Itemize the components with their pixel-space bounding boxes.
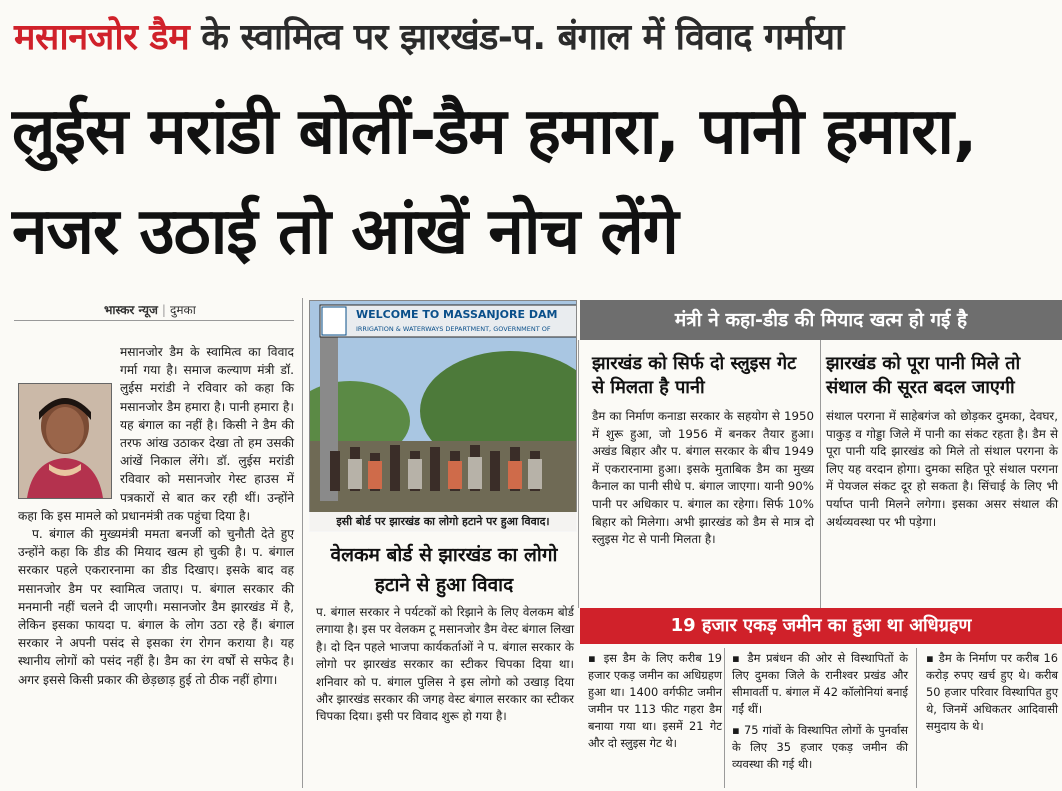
middle-story-body: प. बंगाल सरकार ने पर्यटकों को रिझाने के लिए वेलकम बोर्ड लगाया है। इस पर वेलकम टू मसानजोर डैम वेस्ट बंगाल लिखा है। दो दिन पहले भाजपा कार्यकर्ताओं ने प. बंगाल सरकार के लोगो पर झारखंड सरकार का स्टीकर चिपका दिया था। शनिवार को प. बंगाल पुलिस ने इस लोगो को उखाड़ दिया और झारखंड सरकार की जगह वेस्ट बंगाल सरकार का स्टीकर चिपका दिया। इसी पर विवाद शुरू हो गया है। <box>316 605 574 724</box>
kicker-rest: के स्वामित्व पर झारखंड-प. बंगाल में विवाद गर्माया <box>189 17 844 58</box>
sluice-gate-heading: झारखंड को सिर्फ दो स्लुइस गेट से मिलता है पानी <box>592 353 797 398</box>
column-divider <box>724 648 725 788</box>
byline-place: दुमका <box>169 303 196 317</box>
welcome-board-scene-icon <box>310 301 577 532</box>
left-paragraph-1: मसानजोर डैम के स्वामित्व का विवाद गर्मा गया है। समाज कल्याण मंत्री डॉ. लुईस मरांडी ने रविवार को कहा कि मसानजोर डैम हमारा है। पानी हमारा है। यह बंगाल का नहीं है। किसी ने डैम की तरफ आंख उठाकर देखा तो हम उसकी आंखें निकाल लेंगे। डॉ. लुईस मरांडी रविवार को मसानजोर गेस्ट हाउस में पत्रकारों से बात कर रही थीं। उन्होंने कहा कि इस मामले को प्रधानमंत्री तक पहुंचा दिया है। <box>18 345 294 523</box>
left-story <box>18 343 294 783</box>
santhal-body: संथाल परगना में साहेबगंज को छोड़कर दुमका, देवघर, पाकुड़ व गोड्डा जिले में पानी का संकट रहता है। डैम से पूरा पानी यदि झारखंड को मिले तो संथाल परगना के लिए यह वरदान होगा। दुमका सहित पूरे संथाल परगना में पेयजल संकट दूर हो सकता है। सिंचाई के लिए भी पर्याप्त पानी मिलने लगेगा। इसका असर संथाल की अर्थव्यवस्था पर भी पड़ेगा। <box>826 409 1058 529</box>
main-headline: लुईस मरांडी बोलीं-डैम हमारा, पानी हमारा, नजर उठाई तो आंखें नोच लेंगे <box>12 95 977 269</box>
welcome-board-photo <box>309 300 577 532</box>
land-bullet-2b: ▪ 75 गांवों के विस्थापित लोगों के पुनर्वास के लिए 35 हजार एकड़ जमीन की व्यवस्था की गई थी। <box>732 723 908 771</box>
portrait-figure-icon <box>19 384 111 498</box>
land-bullet-1: ▪ इस डैम के लिए करीब 19 हजार एकड़ जमीन का अधिग्रहण हुआ था। 1400 वर्गफीट जमीन जमीन पर 113 फीट गहरा डैम बनाया गया था। इसमें 21 गेट और दो स्लुइस गेट थे। <box>588 651 722 750</box>
column-divider <box>302 298 303 788</box>
santhal-heading: झारखंड को पूरा पानी मिले तो संथाल की सूरत बदल जाएगी <box>826 353 1021 398</box>
sluice-gate-body: डैम का निर्माण कनाडा सरकार के सहयोग से 1950 में शुरू हुआ, जो 1956 में बनकर तैयार हुआ। अखंड बिहार और प. बंगाल सरकार के बीच 1949 में एकरारनामा हुआ। इसके मुताबिक डैम का मुख्य कैनाल का पानी सीधे प. बंगाल जाएगा। यानी 90% पानी पर अधिकार प. बंगाल का रहेगा। सिर्फ 10% बिहार को मिलेगा। अभी झारखंड को डैम से मात्र दो स्लुइस गेट से पानी मिलता है। <box>592 409 814 547</box>
column-divider <box>578 340 579 608</box>
byline-agency: भास्कर न्यूज <box>104 303 158 317</box>
land-bullet-2a: ▪ डैम प्रबंधन की ओर से विस्थापितों के लिए दुमका जिले के रानीश्वर प्रखंड और सीमावर्ती प. बंगाल में 42 कॉलोनियां बनाई गईं थीं। <box>732 651 908 716</box>
byline-separator: | <box>161 303 166 317</box>
board-sign-subtitle: IRRIGATION & WATERWAYS DEPARTMENT, GOVERNMENT OF <box>356 325 551 333</box>
land-bullet-3: ▪ डैम के निर्माण पर करीब 16 करोड़ रुपए खर्च हुए थे। करीब 50 हजार परिवार विस्थापित हुए थे, जिनमें अधिकतर आदिवासी समुदाय के थे। <box>926 651 1058 733</box>
byline <box>104 301 304 321</box>
middle-story-heading: वेलकम बोर्ड से झारखंड का लोगो हटाने से हुआ विवाद <box>330 544 558 596</box>
left-paragraph-2: प. बंगाल की मुख्यमंत्री ममता बनर्जी को चुनौती देते हुए उन्होंने कहा कि डीड की मियाद खत्म हो चुकी है। प. बंगाल सरकार पहले एकरारनामा का डीड दिखाए। इसके बाद वह मसानजोर डैम पर स्वामित्व जताए। प. बंगाल सरकार की मनमानी नहीं चलने दी जाएगी। मसानजोर डैम झारखंड में है, लेकिन इसका फायदा प. बंगाल के लोग उठा रहे हैं। बंगाल सरकार ने अपनी पसंद से इसका रंग रोगन कराया है। यह स्थानीय लोगों को पसंद नहीं है। डैम का रंग वर्षों से सफेद है। अगर इससे किसी प्रकार की छेड़छाड़ हुई तो ठीक नहीं होगा। <box>18 527 294 687</box>
photo-caption: इसी बोर्ड पर झारखंड का लोगो हटाने पर हुआ विवाद। <box>309 512 577 532</box>
byline-rule <box>14 320 294 321</box>
minister-banner: मंत्री ने कहा-डीड की मियाद खत्म हो गई है <box>580 300 1062 340</box>
column-divider <box>916 648 917 788</box>
land-acquisition-banner: 19 हजार एकड़ जमीन का हुआ था अधिग्रहण <box>580 608 1062 644</box>
kicker-highlight: मसानजोर डैम <box>14 17 190 58</box>
board-sign-title: WELCOME TO MASSANJORE DAM <box>356 308 558 321</box>
kicker-line <box>14 8 1054 68</box>
land-bullet-2 <box>732 650 908 790</box>
portrait-photo <box>18 383 112 499</box>
column-divider <box>820 340 821 608</box>
